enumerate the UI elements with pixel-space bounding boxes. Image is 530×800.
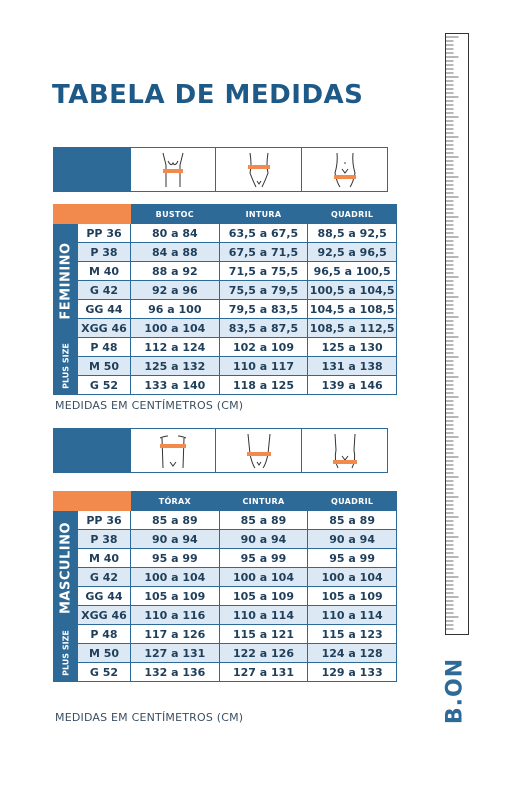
- measure-cell: 132 a 136: [131, 663, 220, 682]
- measure-cell: 127 a 131: [131, 644, 220, 663]
- size-cell: G 52: [78, 663, 131, 682]
- male-plus-label-cell: [54, 625, 78, 682]
- male-plus-size-label: PLUS SIZE: [61, 630, 70, 676]
- measure-cell: 110 a 117: [219, 357, 308, 376]
- measure-cell: 88 a 92: [131, 262, 220, 281]
- measure-cell: 118 a 125: [219, 376, 308, 395]
- table-row: [54, 568, 397, 587]
- table-row: [54, 549, 397, 568]
- measure-cell: 112 a 124: [131, 338, 220, 357]
- measure-cell: 95 a 99: [131, 549, 220, 568]
- size-cell: M 40: [78, 262, 131, 281]
- bust-icon-cell: [130, 147, 216, 192]
- measure-cell: 104,5 a 108,5: [308, 300, 397, 319]
- measure-cell: 110 a 114: [219, 606, 308, 625]
- header-orange-block: [54, 492, 131, 511]
- size-cell: P 48: [78, 625, 131, 644]
- measure-cell: 125 a 130: [308, 338, 397, 357]
- measure-cell: 63,5 a 67,5: [219, 224, 308, 243]
- measure-cell: 117 a 126: [131, 625, 220, 644]
- brand-logo: [440, 656, 470, 726]
- male-waist-measure-icon: [242, 432, 276, 470]
- measure-cell: 124 a 128: [308, 644, 397, 663]
- male-hip-measure-icon: [328, 432, 362, 470]
- size-cell: G 42: [78, 281, 131, 300]
- bust-measure-icon: [158, 151, 188, 189]
- measure-cell: 75,5 a 79,5: [219, 281, 308, 300]
- size-cell: PP 36: [78, 224, 131, 243]
- measure-cell: 115 a 121: [219, 625, 308, 644]
- table-row: [54, 587, 397, 606]
- size-cell: XGG 46: [78, 606, 131, 625]
- table-row: [54, 376, 397, 395]
- table-row: [54, 511, 397, 530]
- measure-cell: 105 a 109: [219, 587, 308, 606]
- measure-cell: 100 a 104: [131, 319, 220, 338]
- column-header-bust: BUSTOC: [131, 205, 220, 224]
- waist-icon-cell: [216, 147, 302, 192]
- female-icon-row: [53, 147, 396, 192]
- male-group-label: MASCULINO: [58, 521, 73, 614]
- table-row: [54, 357, 397, 376]
- measure-cell: 100 a 104: [308, 568, 397, 587]
- column-header-waist: INTURA: [219, 205, 308, 224]
- icon-row-blank: [53, 428, 130, 473]
- measure-cell: 88,5 a 92,5: [308, 224, 397, 243]
- measure-cell: 127 a 131: [219, 663, 308, 682]
- table-row: [54, 300, 397, 319]
- measure-cell: 110 a 116: [131, 606, 220, 625]
- measure-cell: 79,5 a 83,5: [219, 300, 308, 319]
- measure-cell: 133 a 140: [131, 376, 220, 395]
- table-row: [54, 262, 397, 281]
- size-cell: PP 36: [78, 511, 131, 530]
- male-header-row: [54, 492, 397, 511]
- measure-cell: 95 a 99: [308, 549, 397, 568]
- table-row: [54, 338, 397, 357]
- hip-measure-icon: [330, 151, 360, 189]
- size-cell: G 52: [78, 376, 131, 395]
- page-title: TABELA DE MEDIDAS: [52, 80, 364, 110]
- measure-cell: 139 a 146: [308, 376, 397, 395]
- size-cell: G 42: [78, 568, 131, 587]
- brand-logo-text: B.ON: [442, 657, 468, 725]
- column-header-waist: CINTURA: [219, 492, 308, 511]
- measure-cell: 105 a 109: [308, 587, 397, 606]
- size-cell: M 40: [78, 549, 131, 568]
- measure-cell: 102 a 109: [219, 338, 308, 357]
- measure-cell: 115 a 123: [308, 625, 397, 644]
- column-header-hip: QUADRIL: [308, 492, 397, 511]
- table-row: [54, 644, 397, 663]
- size-cell: XGG 46: [78, 319, 131, 338]
- measure-cell: 85 a 89: [219, 511, 308, 530]
- measure-cell: 90 a 94: [131, 530, 220, 549]
- table-row: [54, 281, 397, 300]
- measure-cell: 85 a 89: [308, 511, 397, 530]
- female-header-row: [54, 205, 397, 224]
- size-cell: M 50: [78, 357, 131, 376]
- chest-measure-icon: [156, 432, 190, 470]
- size-cell: P 38: [78, 243, 131, 262]
- table-row: [54, 530, 397, 549]
- female-plus-size-label: PLUS SIZE: [61, 343, 70, 389]
- measure-cell: 125 a 132: [131, 357, 220, 376]
- female-plus-label-cell: [54, 338, 78, 395]
- header-orange-block: [54, 205, 131, 224]
- measure-cell: 90 a 94: [308, 530, 397, 549]
- measure-cell: 84 a 88: [131, 243, 220, 262]
- female-units-note: MEDIDAS EM CENTÍMETROS (CM): [55, 399, 244, 412]
- male-units-note: MEDIDAS EM CENTÍMETROS (CM): [55, 711, 244, 724]
- measure-cell: 122 a 126: [219, 644, 308, 663]
- measure-cell: 129 a 133: [308, 663, 397, 682]
- measure-cell: 110 a 114: [308, 606, 397, 625]
- measure-cell: 83,5 a 87,5: [219, 319, 308, 338]
- chest-icon-cell: [130, 428, 216, 473]
- male-group-label-cell: [54, 511, 78, 625]
- measure-cell: 131 a 138: [308, 357, 397, 376]
- female-group-label-cell: [54, 224, 78, 338]
- female-group-label: FEMININO: [58, 241, 73, 320]
- measure-cell: 92 a 96: [131, 281, 220, 300]
- measure-cell: 80 a 84: [131, 224, 220, 243]
- size-cell: P 38: [78, 530, 131, 549]
- size-cell: M 50: [78, 644, 131, 663]
- measure-cell: 100 a 104: [219, 568, 308, 587]
- measure-cell: 92,5 a 96,5: [308, 243, 397, 262]
- measure-cell: 96 a 100: [131, 300, 220, 319]
- hip-icon-cell: [302, 147, 388, 192]
- size-cell: GG 44: [78, 587, 131, 606]
- measure-cell: 100 a 104: [131, 568, 220, 587]
- male-measurements-table: [53, 491, 397, 682]
- column-header-chest: TÓRAX: [131, 492, 220, 511]
- size-cell: P 48: [78, 338, 131, 357]
- measure-cell: 95 a 99: [219, 549, 308, 568]
- male-waist-icon-cell: [216, 428, 302, 473]
- measure-cell: 100,5 a 104,5: [308, 281, 397, 300]
- male-hip-icon-cell: [302, 428, 388, 473]
- size-cell: GG 44: [78, 300, 131, 319]
- table-row: [54, 663, 397, 682]
- measure-cell: 96,5 a 100,5: [308, 262, 397, 281]
- female-measurements-table: [53, 204, 397, 395]
- measure-cell: 85 a 89: [131, 511, 220, 530]
- measure-cell: 108,5 a 112,5: [308, 319, 397, 338]
- table-row: [54, 606, 397, 625]
- icon-row-blank: [53, 147, 130, 192]
- table-row: [54, 243, 397, 262]
- measure-cell: 90 a 94: [219, 530, 308, 549]
- table-row: [54, 319, 397, 338]
- measuring-tape-ruler: [445, 33, 469, 635]
- column-header-hip: QUADRIL: [308, 205, 397, 224]
- table-row: [54, 625, 397, 644]
- waist-measure-icon: [244, 151, 274, 189]
- measure-cell: 71,5 a 75,5: [219, 262, 308, 281]
- male-icon-row: [53, 428, 396, 473]
- measure-cell: 67,5 a 71,5: [219, 243, 308, 262]
- measure-cell: 105 a 109: [131, 587, 220, 606]
- table-row: [54, 224, 397, 243]
